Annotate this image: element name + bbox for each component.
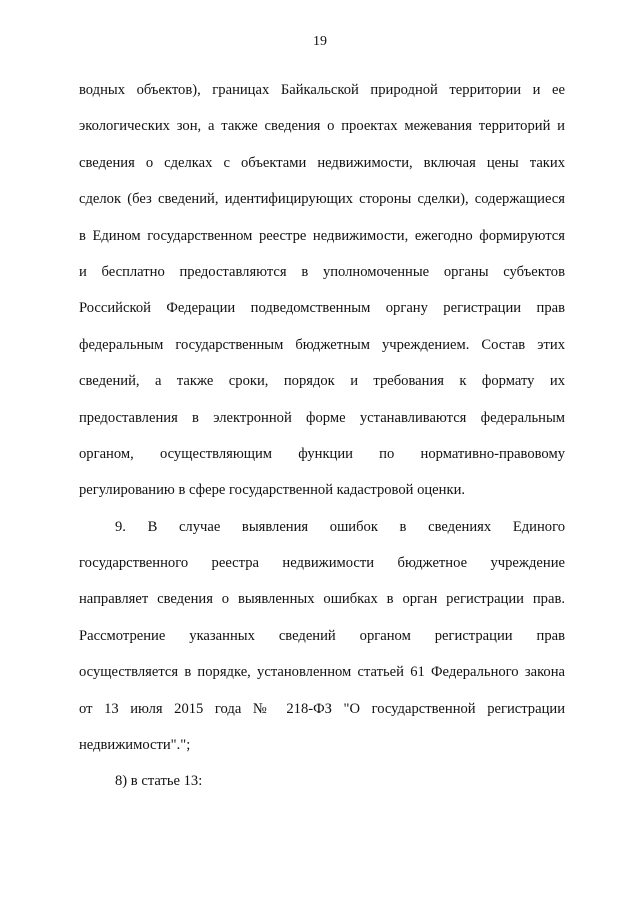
paragraph-item-8 — [79, 763, 565, 799]
text-line: 8) в статье 13: — [115, 773, 203, 790]
text-line: от 13 июля 2015 года № 218-ФЗ "О государственной регистрации — [79, 700, 565, 717]
page-number: 19 — [313, 34, 327, 49]
text-line: Российской Федерации подведомственным органу регистрации прав — [79, 300, 565, 317]
text-line: регулированию в сфере государственной кадастровой оценки. — [79, 482, 466, 499]
text-line: федеральным государственным бюджетным учреждением. Состав этих — [79, 336, 565, 353]
paragraph-item-9 — [79, 509, 565, 764]
text-line: органом, осуществляющим функции по нормативно-правовому — [79, 445, 565, 462]
text-line: водных объектов), границах Байкальской природной территории и ее — [79, 82, 565, 98]
document-body — [79, 72, 565, 800]
text-line: Рассмотрение указанных сведений органом регистрации прав — [79, 627, 565, 644]
text-line: в Едином государственном реестре недвижимости, ежегодно формируются — [79, 227, 565, 244]
text-line: экологических зон, а также сведения о проектах межевания территорий и — [79, 118, 565, 135]
paragraph-continuation — [79, 72, 565, 509]
text-line: государственного реестра недвижимости бюджетное учреждение — [79, 555, 565, 572]
text-line: осуществляется в порядке, установленном статьей 61 Федерального закона — [79, 664, 565, 681]
text-line: недвижимости"."; — [79, 737, 191, 754]
text-line: направляет сведения о выявленных ошибках в орган регистрации прав. — [79, 591, 565, 608]
text-line: предоставления в электронной форме устанавливаются федеральным — [79, 409, 565, 426]
text-line: и бесплатно предоставляются в уполномоченные органы субъектов — [79, 263, 565, 280]
text-line: 9. В случае выявления ошибок в сведениях Единого — [115, 518, 565, 535]
text-line: сделок (без сведений, идентифицирующих стороны сделки), содержащиеся — [79, 191, 565, 208]
text-line: сведений, а также сроки, порядок и требования к формату их — [79, 373, 565, 390]
text-line: сведения о сделках с объектами недвижимости, включая цены таких — [79, 154, 565, 171]
